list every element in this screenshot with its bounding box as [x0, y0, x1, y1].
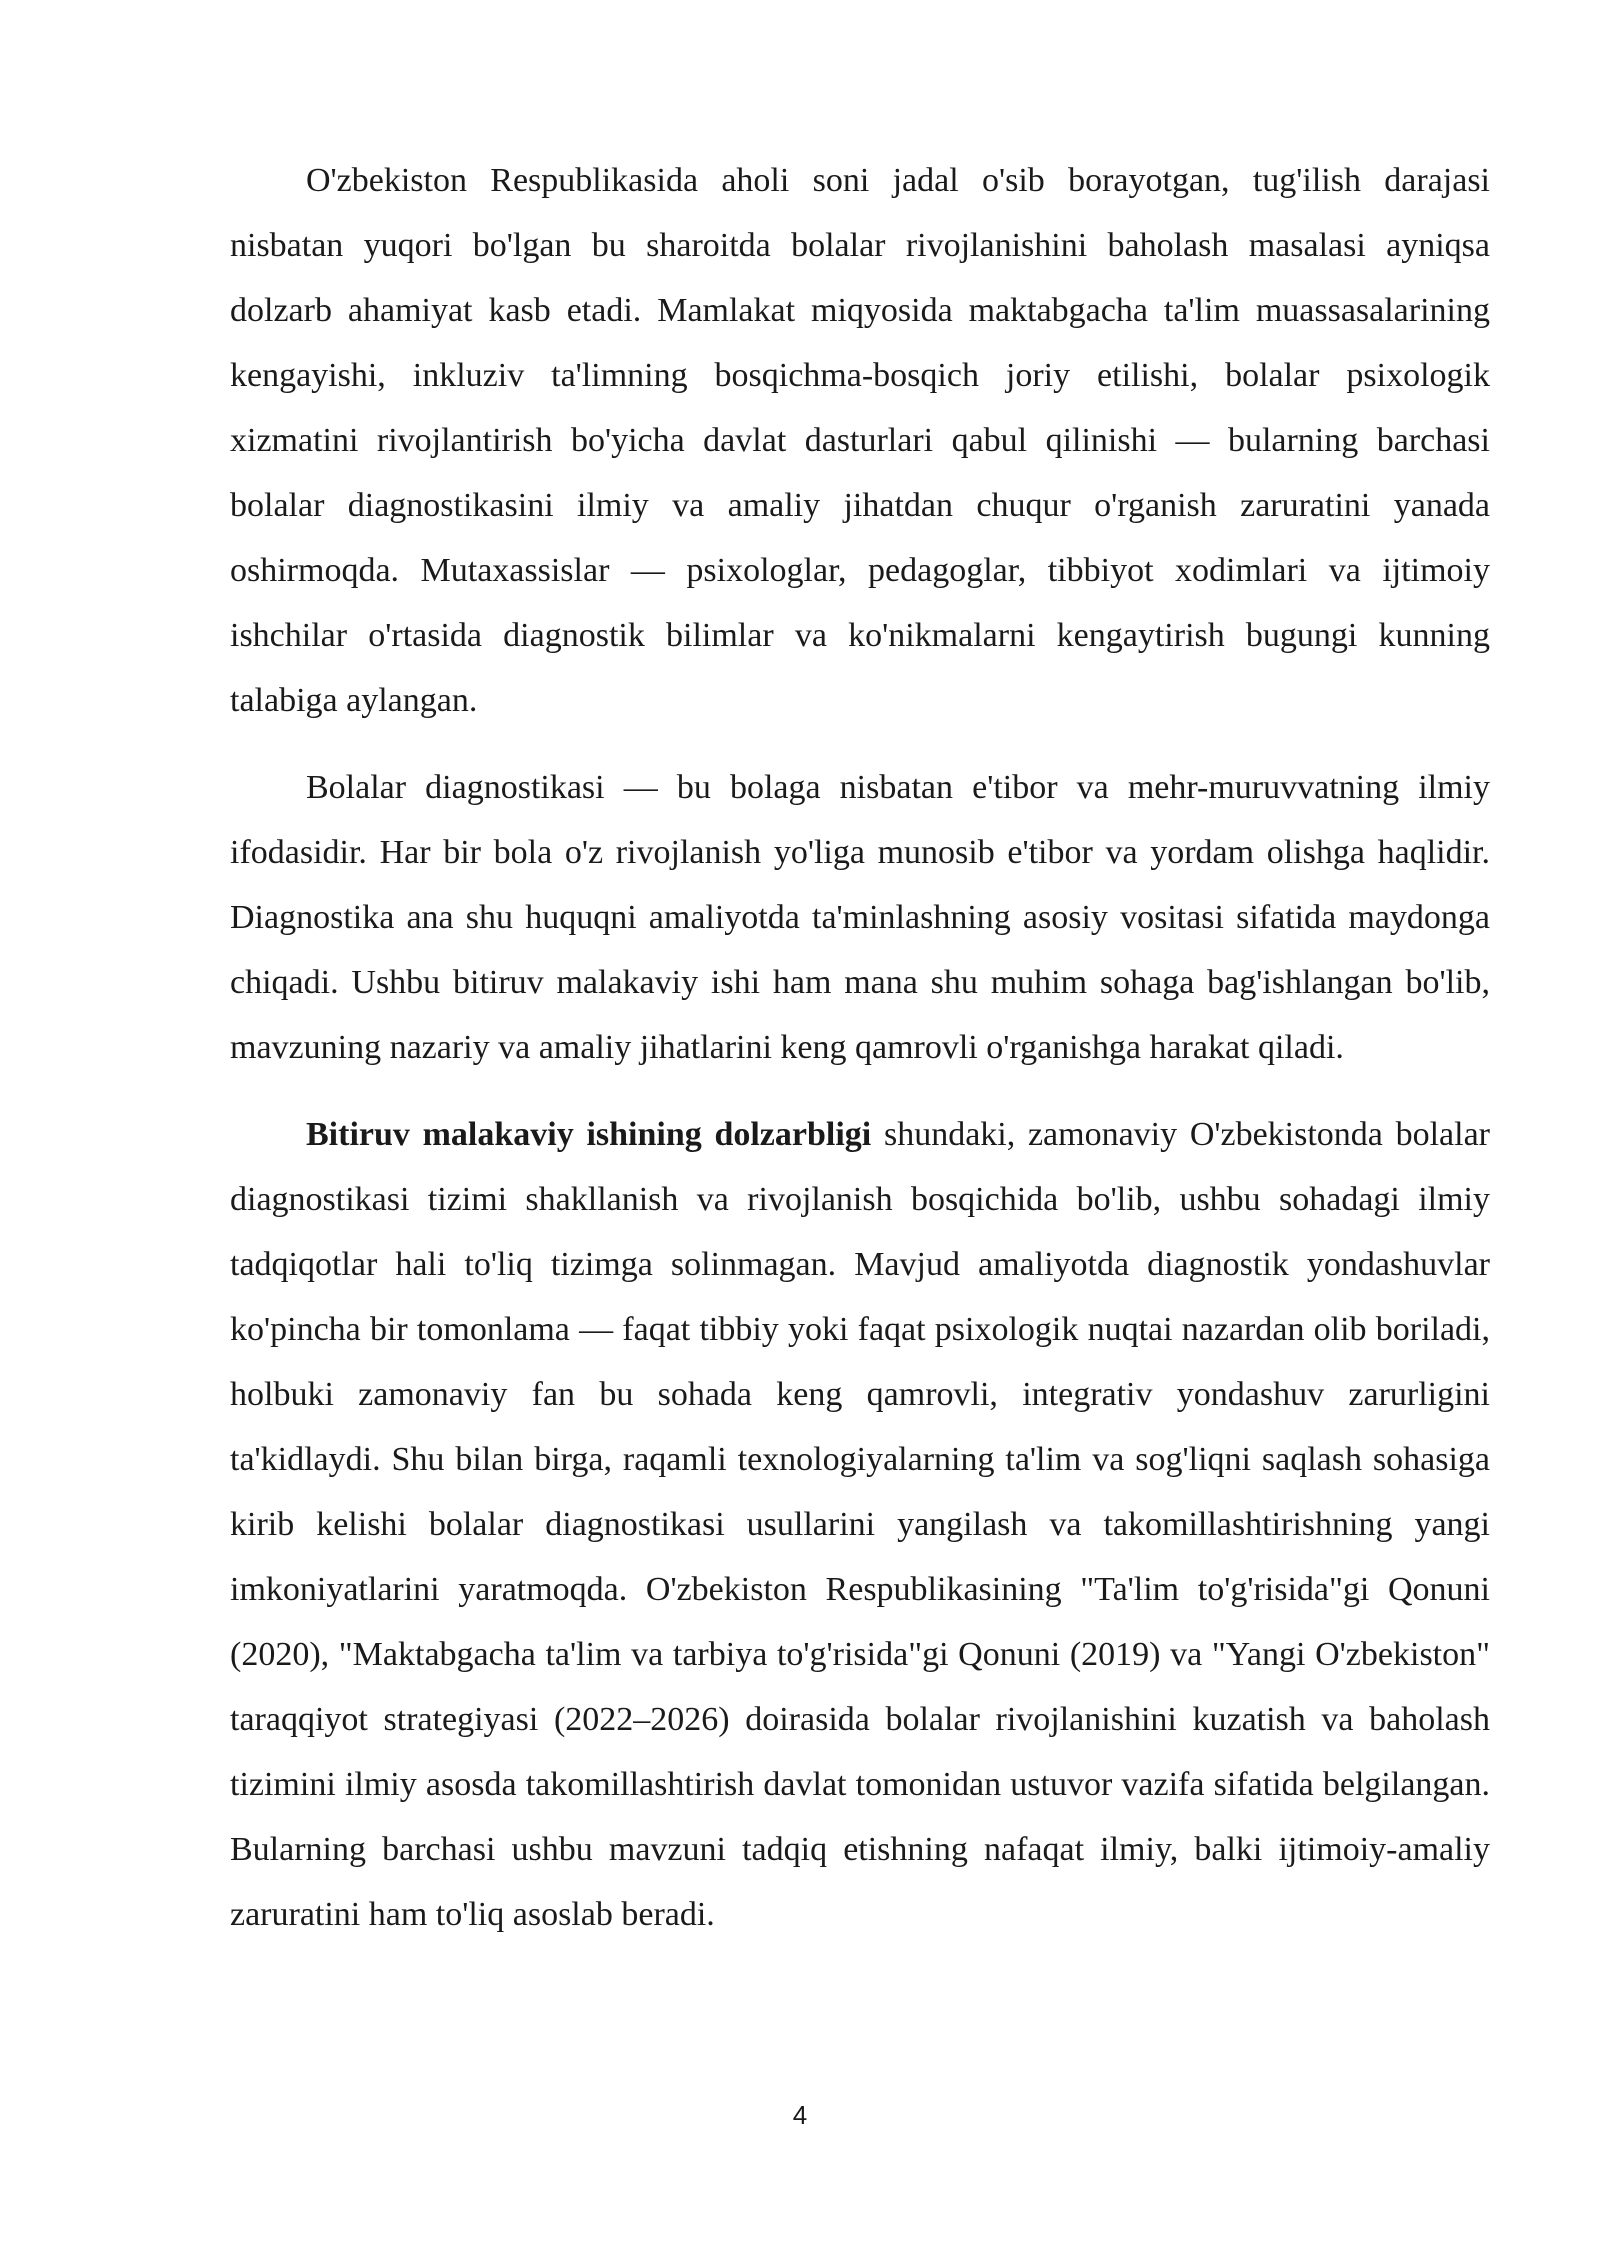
paragraph-3-text: shundaki, zamonaviy O'zbekistonda bolalar diagnostikasi tizimi shakllanish va rivojlanish bosqichida bo'lib, ushbu sohadagi ilmiy tadqiqotlar hali to'liq tizimga solinmagan. Mavjud amaliyotda diagnostik yondashuvlar ko'pincha bir tomonlama — faqat tibbiy yoki faqat psixologik nuqtai nazardan olib boriladi, holbuki zamonaviy fan bu sohada keng qamrovli, integrativ yondashuv zarurligini ta'kidlaydi. Shu bilan birga, raqamli texnologiyalarning ta'lim va sog'liqni saqlash sohasiga kirib kelishi bolalar diagnostikasi usullarini yangilash va takomillashtirishning yangi imkoniyatlarini yaratmoqda. O'zbekiston Respublikasining "Ta'lim to'g'risida"gi Qonuni (2020), "Maktabgacha ta'lim va tarbiya to'g'risida"gi Qonuni (2019) va "Yangi O'zbekiston" taraqqiyot strategiyasi (2022–2026) doirasida bolalar rivojlanishini kuzatish va baholash tizimini ilmiy asosda takomillashtirish davlat tomonidan ustuvor vazifa sifatida belgilangan. Bularning barchasi ushbu mavzuni tadqiq etishning nafaqat ilmiy, balki ijtimoiy-amaliy zaruratini ham to'liq asoslab beradi.: [230, 1116, 1491, 1933]
page-number: 4: [792, 2100, 808, 2130]
paragraph-2: [230, 755, 1490, 1080]
paragraph-1-text: O'zbekiston Respublikasida aholi soni jadal o'sib borayotgan, tug'ilish darajasi nisbatan yuqori bo'lgan bu sharoitda bolalar rivojlanishini baholash masalasi ayniqsa dolzarb ahamiyat kasb etadi. Mamlakat miqyosida maktabgacha ta'lim muassasalarining kengayishi, inkluziv ta'limning bosqichma-bosqich joriy etilishi, bolalar psixologik xizmatini rivojlantirish bo'yicha davlat dasturlari qabul qilinishi — bularning barchasi bolalar diagnostikasini ilmiy va amaliy jihatdan chuqur o'rganish zaruratini yanada oshirmoqda. Mutaxassislar — psixologlar, pedagoglar, tibbiyot xodimlari va ijtimoiy ishchilar o'rtasida diagnostik bilimlar va ko'nikmalarni kengaytirish bugungi kunning talabiga aylangan.: [230, 162, 1490, 719]
paragraph-1: [230, 148, 1490, 733]
document-body: [230, 148, 1490, 1969]
paragraph-3-bold-lead: Bitiruv malakaviy ishining dolzarbligi: [306, 1116, 872, 1153]
paragraph-3: [230, 1102, 1490, 1947]
paragraph-2-text: Bolalar diagnostikasi — bu bolaga nisbatan e'tibor va mehr-muruvvatning ilmiy ifodasidir. Har bir bola o'z rivojlanish yo'liga munosib e'tibor va yordam olishga haqlidir. Diagnostika ana shu huquqni amaliyotda ta'minlashning asosiy vositasi sifatida maydonga chiqadi. Ushbu bitiruv malakaviy ishi ham mana shu muhim sohaga bag'ishlangan bo'lib, mavzuning nazariy va amaliy jihatlarini keng qamrovli o'rganishga harakat qiladi.: [230, 769, 1490, 1066]
